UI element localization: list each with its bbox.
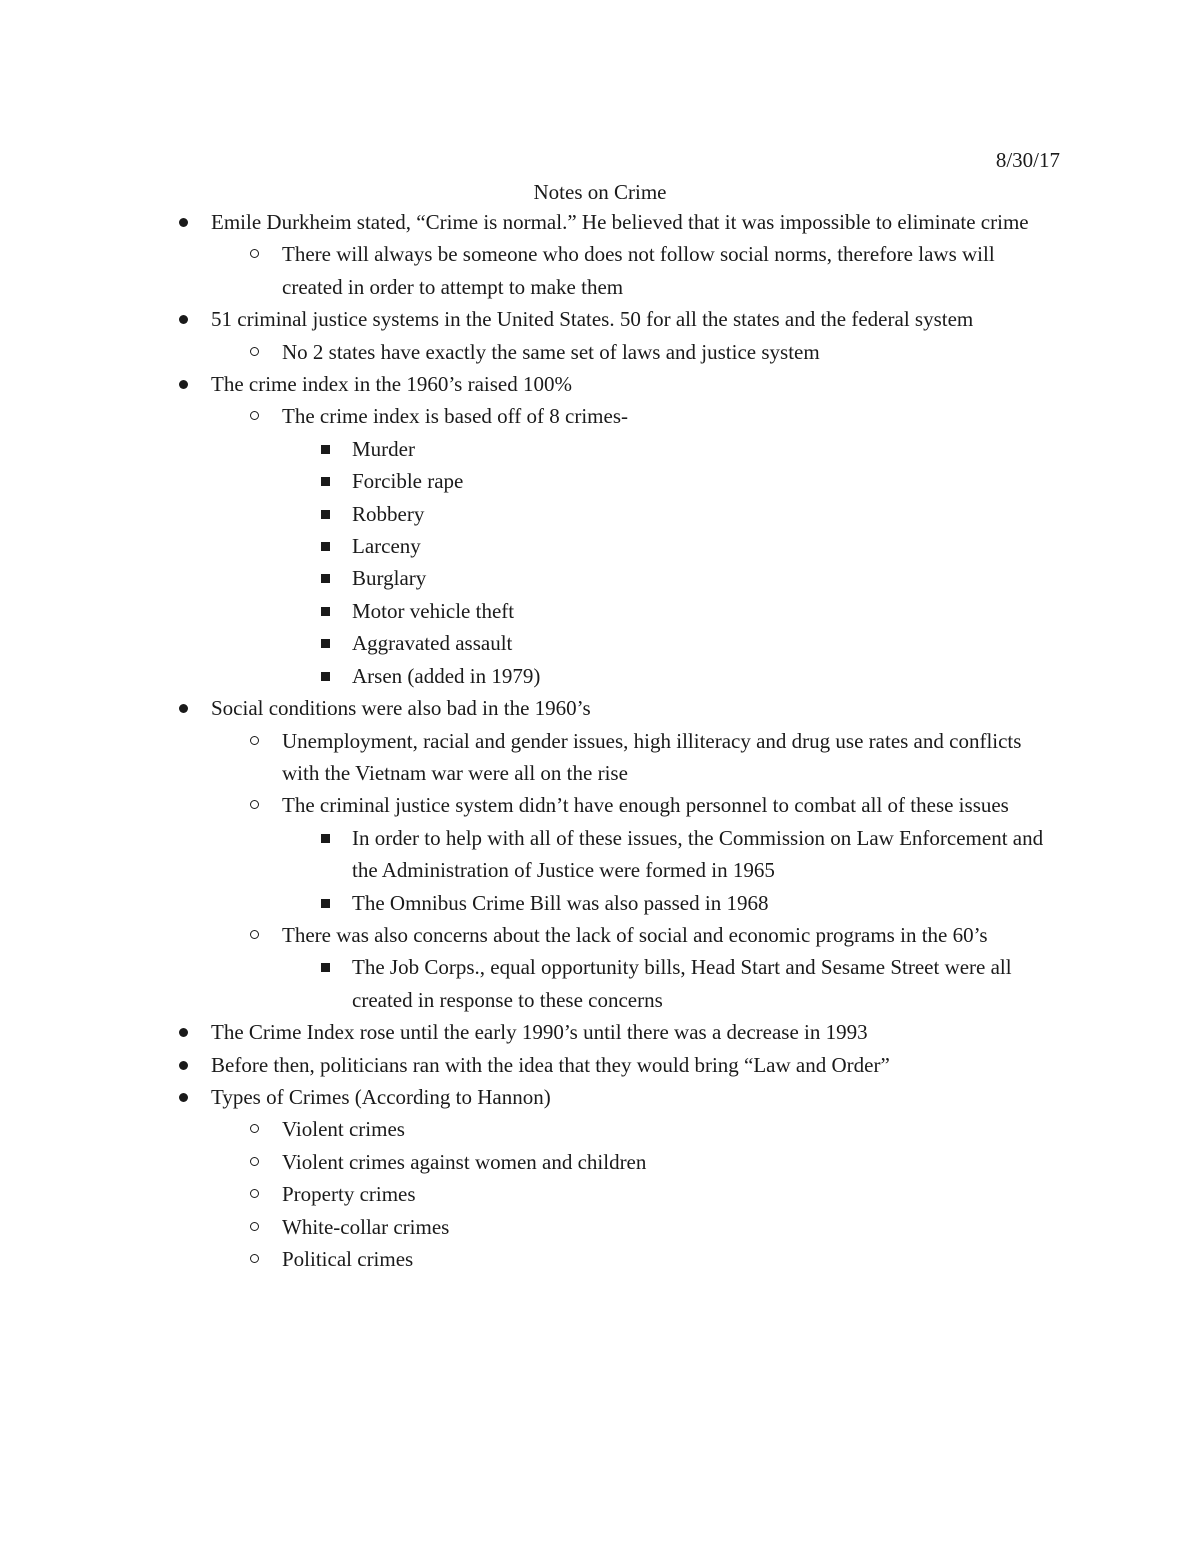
- list-item: [0, 433, 1200, 465]
- list-item: [0, 238, 1200, 303]
- square-bullet-icon: [321, 639, 330, 648]
- list-item-text: The criminal justice system didn’t have enough personnel to combat all of these issues: [282, 793, 1009, 818]
- list-item-text: Political crimes: [282, 1247, 414, 1271]
- hollow-bullet-icon: [250, 1254, 259, 1263]
- list-item-text: Murder: [352, 436, 415, 461]
- hollow-bullet-icon: [250, 930, 259, 939]
- list-item: [0, 725, 1200, 790]
- list-item: [0, 206, 1200, 238]
- note-date: 8/30/17: [995, 148, 1060, 172]
- notes-outline: [0, 206, 1200, 1275]
- list-item-text: Before then, politicians ran with the idea that they would bring “Law and Order”: [211, 1052, 890, 1077]
- list-item-text: White-collar crimes: [282, 1214, 450, 1239]
- list-item: [0, 368, 1200, 400]
- list-item-text: The Omnibus Crime Bill was also passed in 1968: [352, 890, 769, 915]
- square-bullet-icon: [321, 445, 330, 454]
- list-item-text: Motor vehicle theft: [352, 598, 515, 623]
- list-item: [0, 627, 1200, 659]
- list-item: [0, 919, 1200, 951]
- list-item-text: No 2 states have exactly the same set of laws and justice system: [282, 339, 820, 364]
- filled-bullet-icon: [179, 1061, 188, 1070]
- hollow-bullet-icon: [250, 1157, 259, 1166]
- filled-bullet-icon: [179, 315, 188, 324]
- list-item: [0, 1146, 1200, 1178]
- square-bullet-icon: [321, 963, 330, 972]
- list-item-text: Property crimes: [282, 1182, 416, 1207]
- list-item-text: Violent crimes against women and children: [282, 1149, 647, 1174]
- list-item: [0, 1081, 1200, 1113]
- list-item-text: The Crime Index rose until the early 1990’s until there was a decrease in 1993: [211, 1020, 868, 1045]
- list-item: [0, 692, 1200, 724]
- square-bullet-icon: [321, 477, 330, 486]
- list-item: [0, 1243, 1200, 1275]
- list-item: [0, 660, 1200, 692]
- hollow-bullet-icon: [250, 800, 259, 809]
- list-item: [0, 951, 1200, 1016]
- list-item-text: Arsen (added in 1979): [352, 663, 541, 688]
- filled-bullet-icon: [179, 380, 188, 389]
- page-title: Notes on Crime: [533, 180, 667, 204]
- list-item-text: The crime index in the 1960’s raised 100%: [211, 372, 572, 397]
- list-item-text: There was also concerns about the lack of social and economic programs in the 60’s: [282, 922, 988, 947]
- list-item-text: 51 criminal justice systems in the United States. 50 for all the states and the federal system: [211, 307, 974, 332]
- list-item: [0, 1049, 1200, 1081]
- list-item: [0, 336, 1200, 368]
- list-item-text: In order to help with all of these issues, the Commission on Law Enforcement and the Administration of Justice were formed in 1965: [352, 825, 1044, 883]
- filled-bullet-icon: [179, 704, 188, 713]
- list-item-text: Violent crimes: [282, 1117, 405, 1142]
- list-item: [0, 1178, 1200, 1210]
- square-bullet-icon: [321, 574, 330, 583]
- list-item-text: The Job Corps., equal opportunity bills, Head Start and Sesame Street were all created in response to these concerns: [352, 955, 1012, 1012]
- list-item-text: Robbery: [352, 501, 425, 526]
- hollow-bullet-icon: [250, 249, 259, 258]
- list-item: [0, 1113, 1200, 1145]
- list-item-text: Social conditions were also bad in the 1960’s: [211, 696, 591, 721]
- list-item-text: Emile Durkheim stated, “Crime is normal.” He believed that it was impossible to eliminate crime: [211, 210, 1029, 234]
- list-item: [0, 887, 1200, 919]
- list-item-text: Burglary: [352, 566, 427, 591]
- list-item-text: Aggravated assault: [352, 631, 513, 656]
- square-bullet-icon: [321, 899, 330, 908]
- square-bullet-icon: [321, 607, 330, 616]
- list-item-text: Larceny: [352, 534, 421, 559]
- hollow-bullet-icon: [250, 411, 259, 420]
- hollow-bullet-icon: [250, 1124, 259, 1133]
- list-item: [0, 822, 1200, 887]
- filled-bullet-icon: [179, 1028, 188, 1037]
- hollow-bullet-icon: [250, 347, 259, 356]
- hollow-bullet-icon: [250, 736, 259, 745]
- list-item: [0, 789, 1200, 821]
- hollow-bullet-icon: [250, 1189, 259, 1198]
- list-item-text: There will always be someone who does not follow social norms, therefore laws will created in order to attempt to make them: [282, 242, 995, 299]
- list-item: [0, 400, 1200, 432]
- list-item-text: Forcible rape: [352, 469, 464, 494]
- square-bullet-icon: [321, 542, 330, 551]
- list-item: [0, 498, 1200, 530]
- hollow-bullet-icon: [250, 1222, 259, 1231]
- square-bullet-icon: [321, 834, 330, 843]
- list-item-text: Unemployment, racial and gender issues, high illiteracy and drug use rates and conflicts with the Vietnam war were all on the rise: [282, 728, 1022, 785]
- square-bullet-icon: [321, 672, 330, 681]
- list-item: [0, 1016, 1200, 1048]
- list-item: [0, 1211, 1200, 1243]
- list-item: [0, 303, 1200, 335]
- list-item: [0, 465, 1200, 497]
- list-item: [0, 595, 1200, 627]
- square-bullet-icon: [321, 510, 330, 519]
- list-item: [0, 530, 1200, 562]
- filled-bullet-icon: [179, 218, 188, 227]
- list-item-text: The crime index is based off of 8 crimes-: [282, 404, 628, 429]
- list-item-text: Types of Crimes (According to Hannon): [211, 1084, 551, 1109]
- list-item: [0, 562, 1200, 594]
- filled-bullet-icon: [179, 1093, 188, 1102]
